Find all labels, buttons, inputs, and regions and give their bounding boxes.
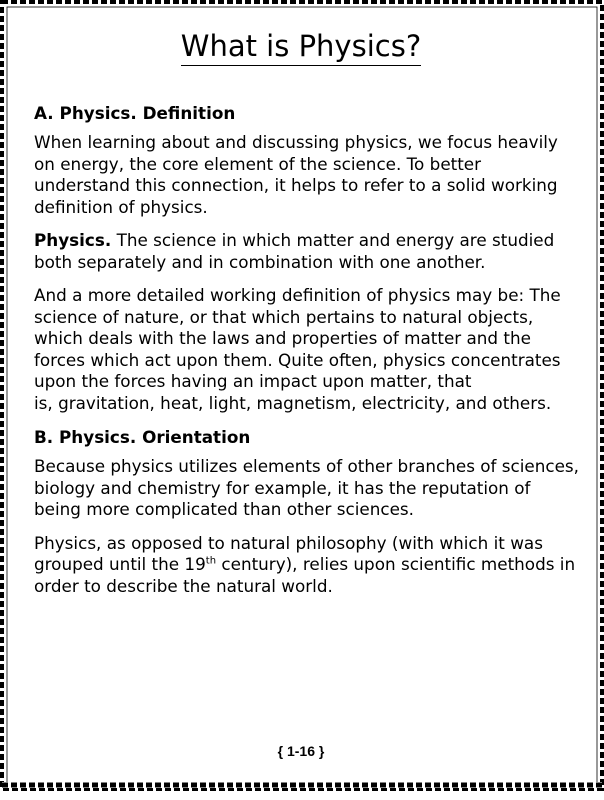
page-title-text: What is Physics? (181, 29, 421, 66)
section-a-paragraph-3-continued: is, gravitation, heat, light, magnetism, electricity, and others. (34, 392, 552, 413)
section-b-heading: B. Physics. Orientation (34, 427, 251, 447)
page-number: { 1-16 } (277, 743, 325, 759)
section-b-paragraph-2 (34, 533, 582, 598)
definition-text: The science in which matter and energy are studied both separately and in combination with one another. (34, 230, 555, 272)
section-b-paragraph-2-part-1: Physics, as opposed to natural philosophy (with which it was grouped until the 19 (34, 532, 543, 574)
document-page (14, 10, 588, 778)
ordinal-superscript: th (205, 555, 217, 567)
section-a-heading: A. Physics. Definition (34, 103, 236, 123)
document-body (34, 102, 582, 609)
section-b-paragraph-1: Because physics utilizes elements of other branches of sciences, biology and chemistry for example, it has the reputation of being more complicated than other sciences. (34, 456, 580, 519)
section-a-paragraph-3-text: And a more detailed working definition of physics may be: The science of nature, or that which pertains to natural objects, which deals with the laws and properties of matter and the forces which act upon them. Quite often, physics concentrates upon the forces having an impact upon matter, that (34, 285, 561, 391)
section-a-paragraph-2 (34, 230, 582, 273)
page-title (14, 28, 588, 64)
definition-term: Physics. (34, 230, 112, 250)
section-b-paragraph-2-part-2: century), relies upon scientific methods in order to describe the natural world. (34, 554, 576, 596)
section-a-paragraph-1: When learning about and discussing physics, we focus heavily on energy, the core element of the science. To better understand this connection, it helps to refer to a solid working definition of physics. (34, 132, 558, 217)
section-a-paragraph-3 (34, 285, 582, 414)
